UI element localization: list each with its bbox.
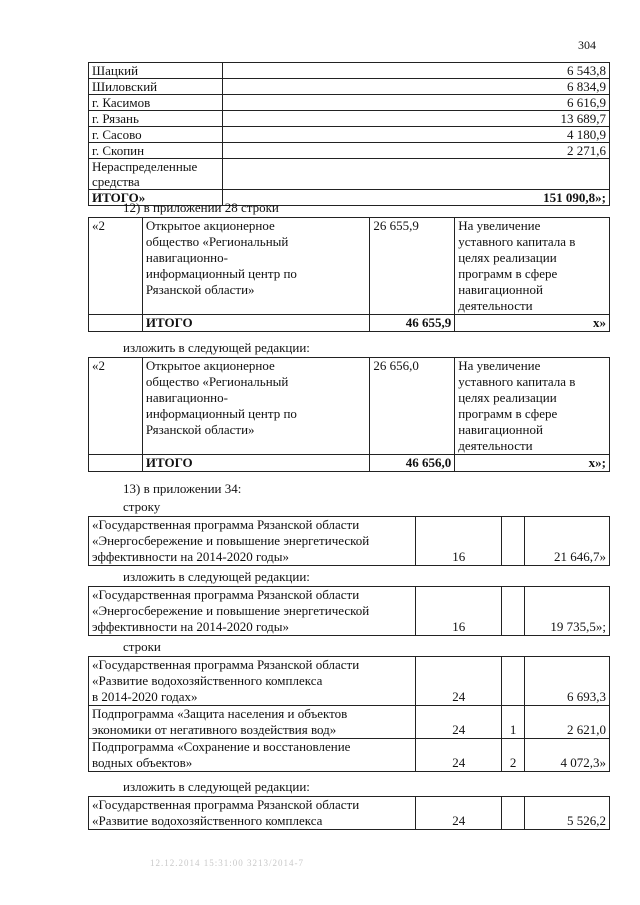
total-mark: х»;: [455, 455, 610, 472]
table-row: [89, 95, 610, 111]
district-value: 6 543,8: [222, 63, 609, 79]
item-12-heading: 12) в приложении 28 строки: [123, 200, 279, 215]
subprogram-name: Подпрограмма «Защита населения и объектов экономики от негативного воздействия вод»: [89, 706, 416, 739]
organization-name: Открытое акционерное общество «Региональный навигационно- информационный центр по Рязанской области»: [142, 218, 370, 315]
district-name: Шиловский: [89, 79, 223, 95]
subprogram-code: 24: [416, 739, 502, 772]
district-name: г. Скопин: [89, 143, 223, 159]
appendix28-new-table: [88, 357, 610, 472]
table-row: [89, 111, 610, 127]
organization-name: Открытое акционерное общество «Региональный навигационно- информационный центр по Рязанской области»: [142, 358, 370, 455]
district-table: [88, 62, 610, 206]
program-code: 24: [416, 657, 502, 706]
district-value: 2 271,6: [222, 143, 609, 159]
table-row: [89, 79, 610, 95]
total-value: 151 090,8»;: [222, 190, 609, 206]
amount: 26 656,0: [370, 358, 455, 455]
table-row: [89, 517, 610, 566]
page-number: 304: [578, 38, 596, 52]
total-label: ИТОГО: [142, 455, 370, 472]
program-name: «Государственная программа Рязанской области «Развитие водохозяйственного комплекса в 2014-2020 годах»: [89, 657, 416, 706]
table-row: [89, 797, 610, 830]
district-name: г. Сасово: [89, 127, 223, 143]
unallocated-value: [222, 159, 609, 190]
table-row: [89, 127, 610, 143]
restate-heading: изложить в следующей редакции:: [123, 340, 310, 355]
subprogram-number: 2: [502, 739, 525, 772]
restate-heading: изложить в следующей редакции:: [123, 569, 310, 584]
total-label: ИТОГО: [142, 315, 370, 332]
table-row: [89, 706, 610, 739]
program-value: 5 526,2: [525, 797, 610, 830]
table-row: [89, 159, 610, 190]
table-row: [89, 358, 610, 455]
rows-word: строки: [123, 639, 161, 654]
restate-heading: изложить в следующей редакции:: [123, 779, 310, 794]
subprogram-name: Подпрограмма «Сохранение и восстановление водных объектов»: [89, 739, 416, 772]
program-name: «Государственная программа Рязанской области «Энергосбережение и повышение энергетической эффективности на 2014-2020 годы»: [89, 587, 416, 636]
program-value: 19 735,5»;: [525, 587, 610, 636]
district-name: г. Рязань: [89, 111, 223, 127]
row-number: «2: [89, 358, 143, 455]
total-row: [89, 315, 610, 332]
program-name: «Государственная программа Рязанской области «Энергосбережение и повышение энергетической эффективности на 2014-2020 годы»: [89, 517, 416, 566]
district-name: г. Касимов: [89, 95, 223, 111]
water-old-table: [88, 656, 610, 772]
district-name: Шацкий: [89, 63, 223, 79]
water-new-table: [88, 796, 610, 830]
program-code: 24: [416, 797, 502, 830]
table-row: [89, 739, 610, 772]
program-code: 16: [416, 517, 502, 566]
total-mark: х»: [455, 315, 610, 332]
energy-old-table: [88, 516, 610, 566]
table-row: [89, 63, 610, 79]
total-row: [89, 455, 610, 472]
amount: 26 655,9: [370, 218, 455, 315]
purpose: На увеличение уставного капитала в целях реализации программ в сфере навигационной деятельности: [455, 218, 610, 315]
total-amount: 46 655,9: [370, 315, 455, 332]
district-value: 6 616,9: [222, 95, 609, 111]
program-value: 21 646,7»: [525, 517, 610, 566]
row-number: «2: [89, 218, 143, 315]
table-row: [89, 218, 610, 315]
district-value: 6 834,9: [222, 79, 609, 95]
appendix28-old-table: [88, 217, 610, 332]
table-row: [89, 657, 610, 706]
footer-stamp: 12.12.2014 15:31:00 3213/2014-7: [150, 858, 304, 868]
subprogram-value: 2 621,0: [525, 706, 610, 739]
subprogram-value: 4 072,3»: [525, 739, 610, 772]
table-row: [89, 143, 610, 159]
subprogram-number: 1: [502, 706, 525, 739]
district-value: 4 180,9: [222, 127, 609, 143]
table-row: [89, 587, 610, 636]
total-label: ИТОГО»: [89, 190, 223, 206]
district-value: 13 689,7: [222, 111, 609, 127]
program-name: «Государственная программа Рязанской области «Развитие водохозяйственного комплекса: [89, 797, 416, 830]
program-value: 6 693,3: [525, 657, 610, 706]
row-word: строку: [123, 499, 161, 514]
total-amount: 46 656,0: [370, 455, 455, 472]
purpose: На увеличение уставного капитала в целях реализации программ в сфере навигационной деятельности: [455, 358, 610, 455]
program-code: 16: [416, 587, 502, 636]
unallocated-label: Нераспределенные средства: [89, 159, 223, 190]
energy-new-table: [88, 586, 610, 636]
item-13-heading: 13) в приложении 34:: [123, 481, 242, 496]
subprogram-code: 24: [416, 706, 502, 739]
